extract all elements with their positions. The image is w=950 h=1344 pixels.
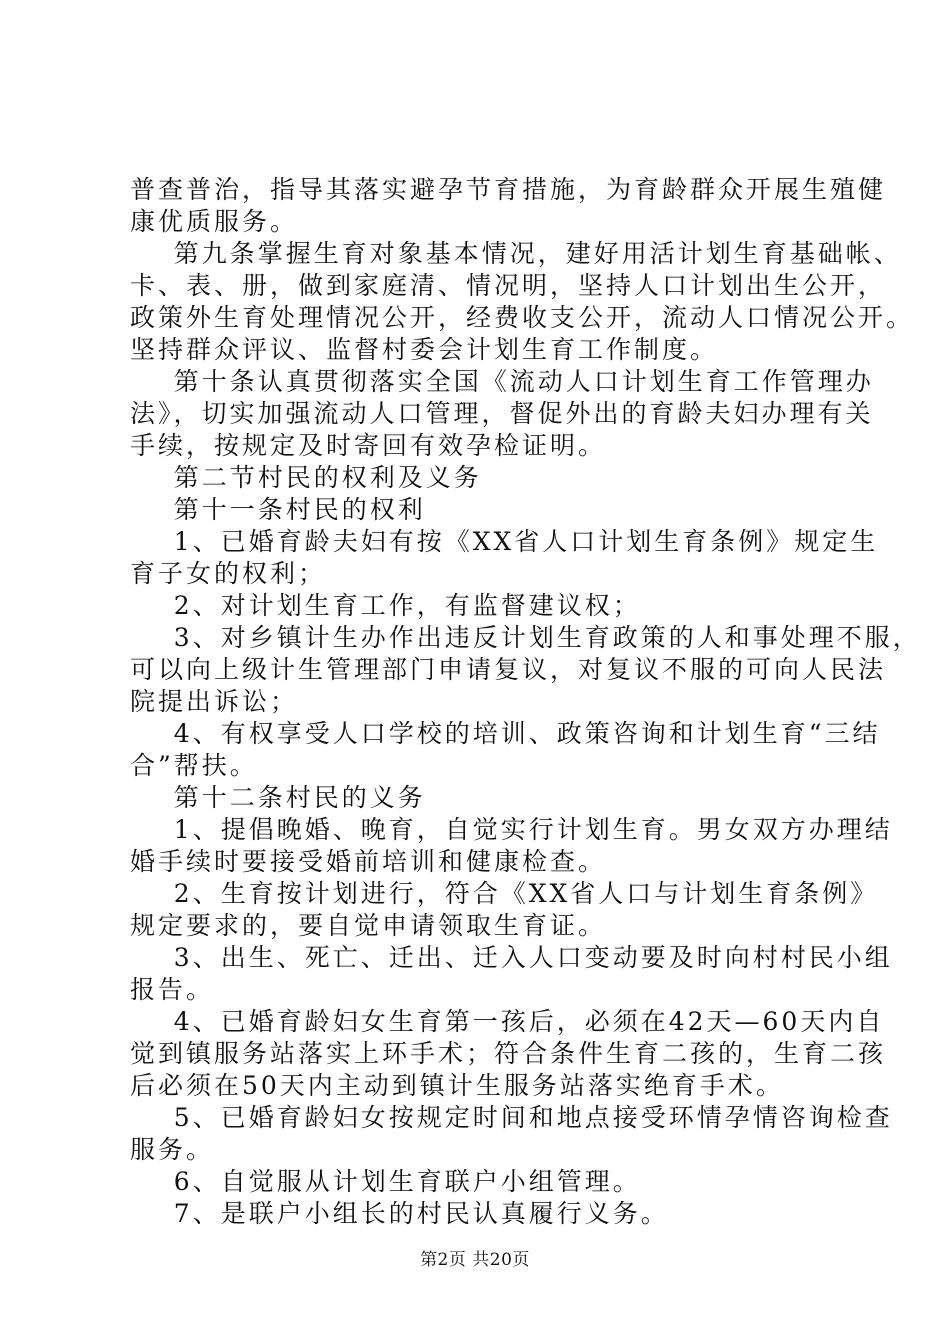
article-heading: 第十一条村民的权利 (130, 495, 426, 524)
text-line: 6、自觉服从计划生育联户小组管理。 (130, 1167, 641, 1196)
text-line: 1、提倡晚婚、晚育，自觉实行计划生育。男女双方办理结 (130, 815, 893, 844)
text-line: 政策外生育处理情况公开，经费收支公开，流动人口情况公开。 (130, 303, 915, 332)
text-line: 后必须在50天内主动到镇计生服务站落实绝育手术。 (130, 1071, 784, 1100)
article-heading: 第十二条村民的义务 (130, 783, 426, 812)
text-line: 服务。 (130, 1135, 215, 1164)
text-line: 第十条认真贯彻落实全国《流动人口计划生育工作管理办 (130, 367, 874, 396)
text-line: 2、对计划生育工作，有监督建议权； (130, 591, 641, 620)
text-line: 院提出诉讼； (130, 687, 299, 716)
text-line: 合”帮扶。 (130, 751, 258, 780)
text-line: 育子女的权利； (130, 559, 327, 588)
text-line: 婚手续时要接受婚前培训和健康检查。 (130, 847, 607, 876)
text-line: 2、生育按计划进行，符合《XX省人口与计划生育条例》 (130, 879, 879, 908)
text-line: 规定要求的，要自觉申请领取生育证。 (130, 911, 607, 940)
text-line: 1、已婚育龄夫妇有按《XX省人口计划生育条例》规定生 (130, 527, 879, 556)
text-line: 3、对乡镇计生办作出违反计划生育政策的人和事处理不服， (130, 623, 921, 652)
text-line: 3、出生、死亡、迁出、迁入人口变动要及时向村村民小组 (130, 943, 893, 972)
text-line: 康优质服务。 (130, 207, 299, 236)
text-line: 法》，切实加强流动人口管理，督促外出的育龄夫妇办理有关 (130, 399, 874, 428)
text-line: 普查普治，指导其落实避孕节育措施，为育龄群众开展生殖健 (130, 175, 887, 204)
text-line: 7、是联户小组长的村民认真履行义务。 (130, 1199, 669, 1228)
document-body (130, 174, 921, 1230)
text-line: 4、已婚育龄妇女生育第一孩后，必须在42天—60天内自 (130, 1007, 885, 1036)
text-line: 5、已婚育龄妇女按规定时间和地点接受环情孕情咨询检查 (130, 1103, 893, 1132)
text-line: 坚持群众评议、监督村委会计划生育工作制度。 (130, 335, 719, 364)
text-line: 觉到镇服务站落实上环手术；符合条件生育二孩的，生育二孩 (130, 1039, 887, 1068)
text-line: 报告。 (130, 975, 215, 1004)
page-number-footer: 第2页 共20页 (420, 1250, 530, 1270)
text-line: 第九条掌握生育对象基本情况，建好用活计划生育基础帐、 (130, 239, 902, 268)
text-line: 卡、表、册，做到家庭清、情况明，坚持人口计划出生公开， (130, 271, 887, 300)
section-heading: 第二节村民的权利及义务 (130, 463, 482, 492)
text-line: 可以向上级计生管理部门申请复议，对复议不服的可向人民法 (130, 655, 887, 684)
text-line: 4、有权享受人口学校的培训、政策咨询和计划生育“三结 (130, 719, 881, 748)
text-line: 手续，按规定及时寄回有效孕检证明。 (130, 431, 607, 460)
